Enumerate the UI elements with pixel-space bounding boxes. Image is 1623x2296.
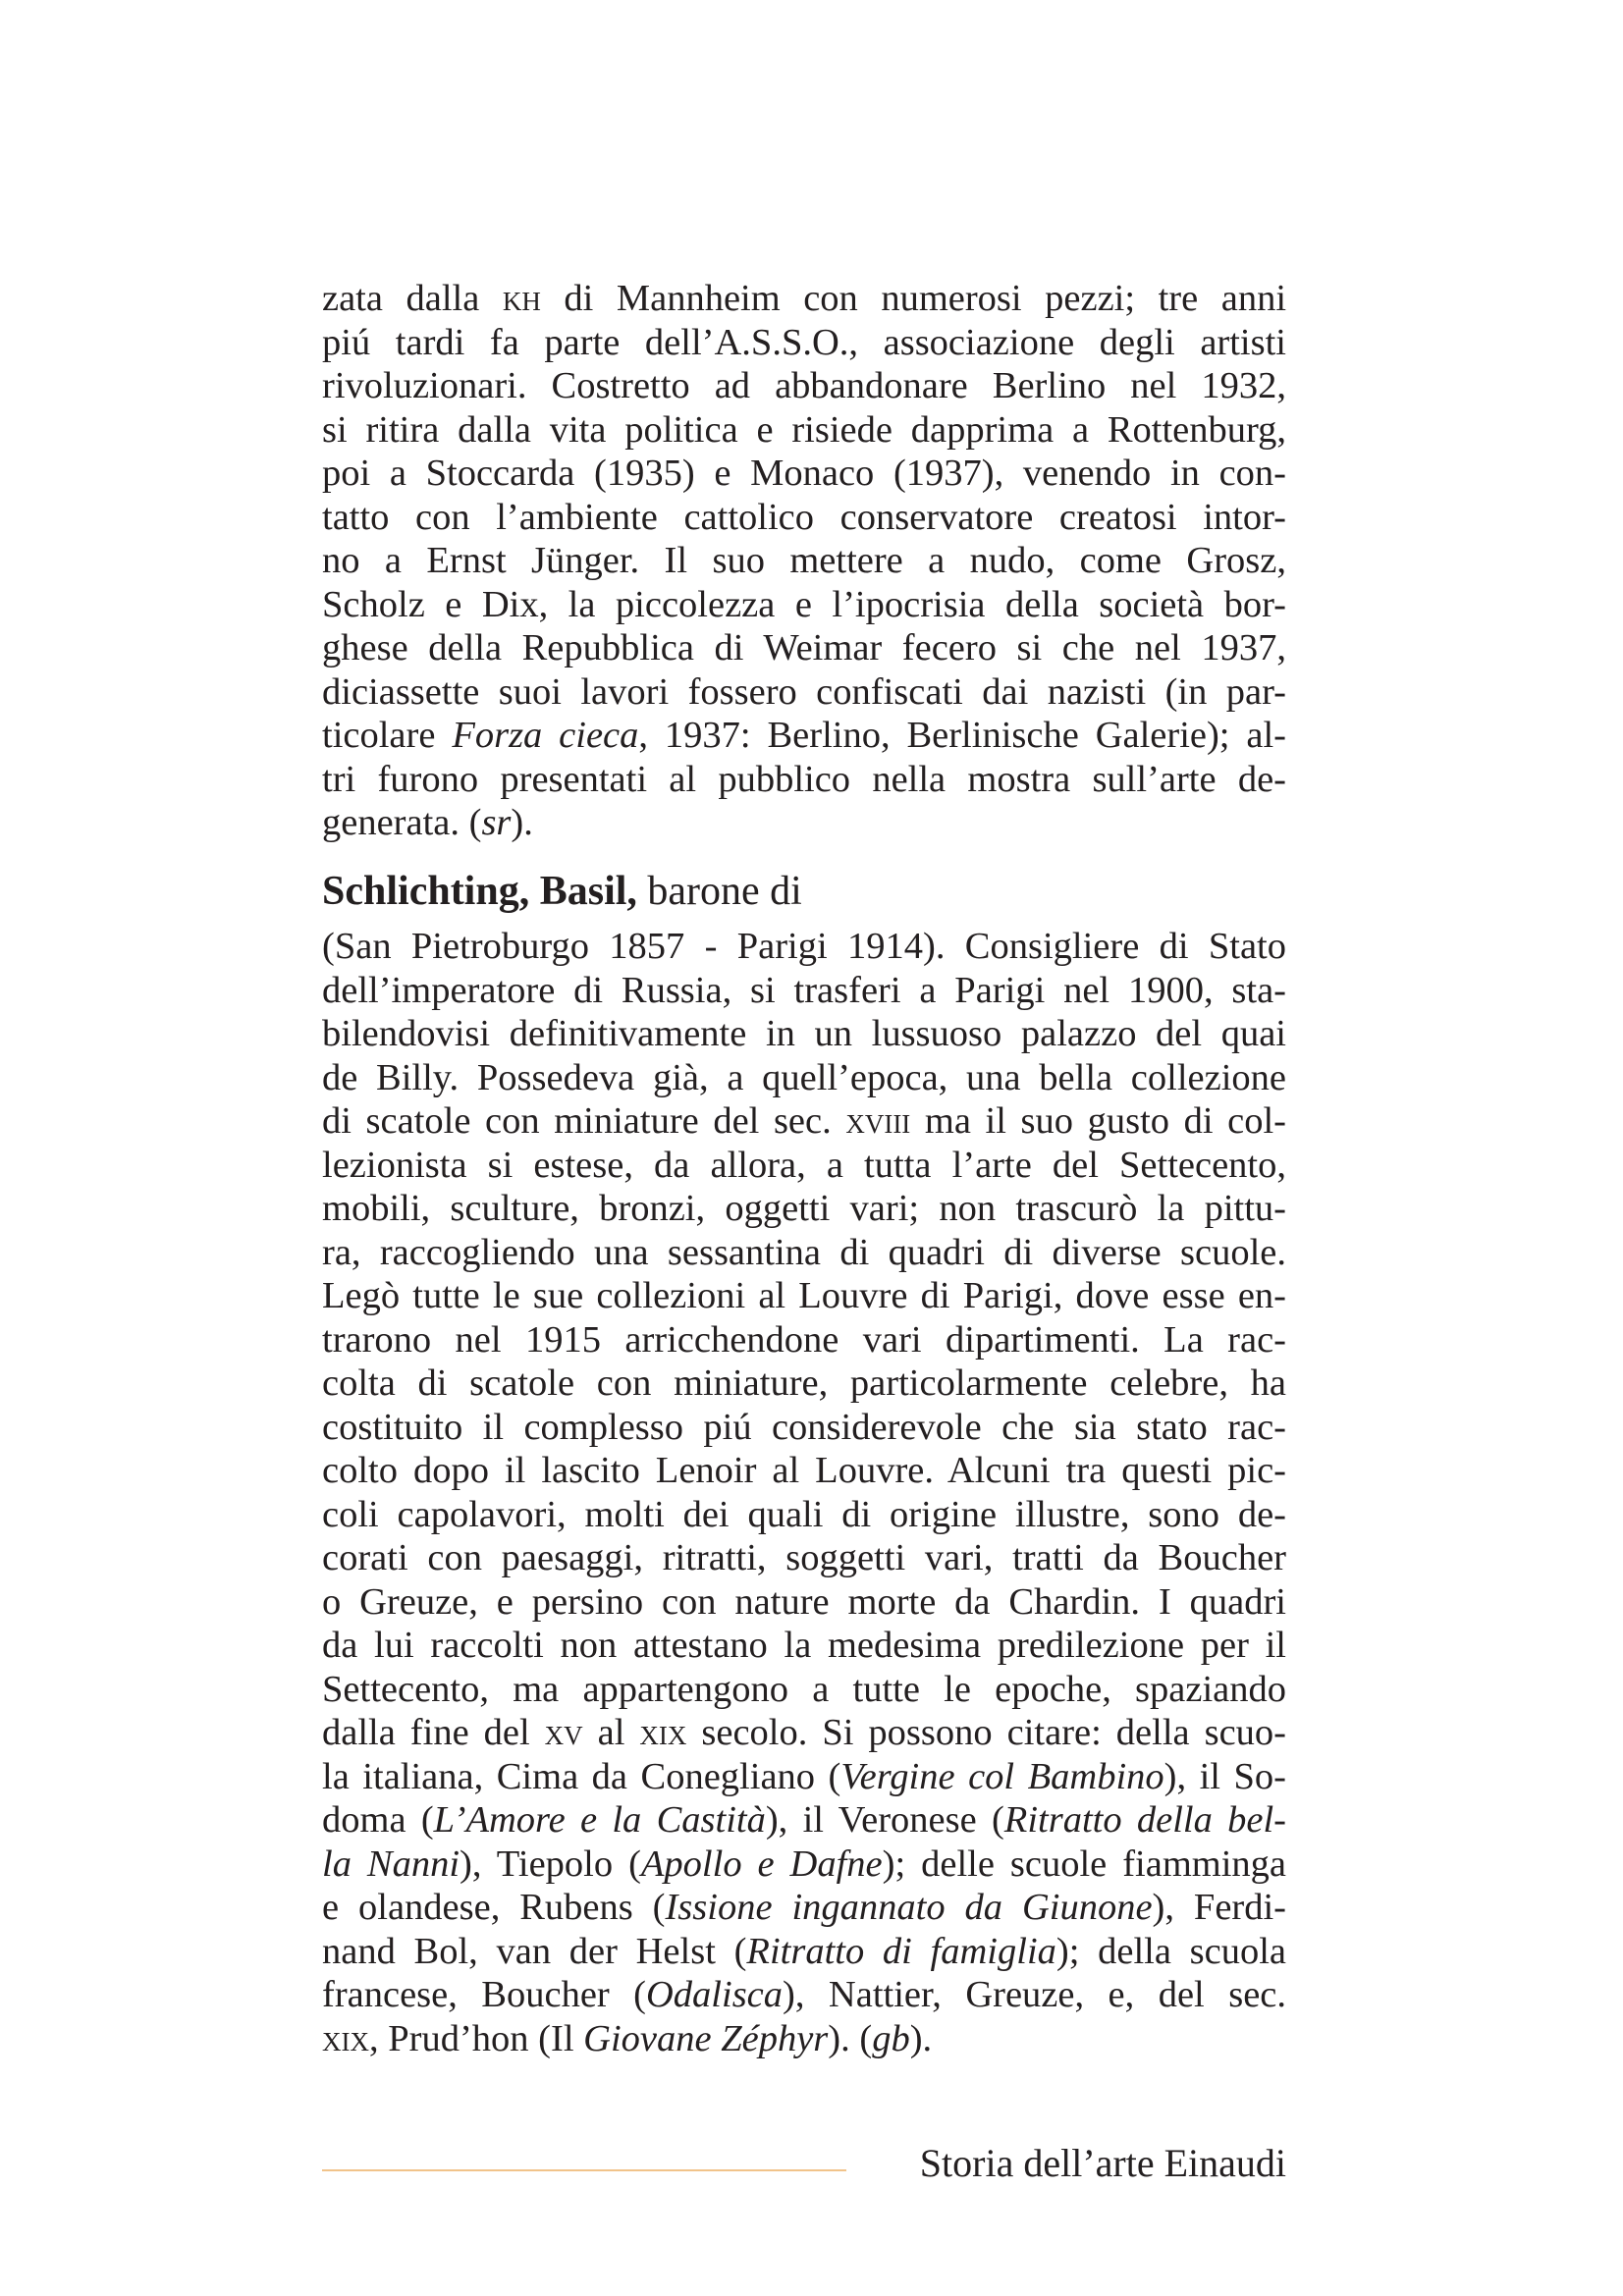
text-line: o Greuze, e persino con nature morte da Chardin. I quadri	[322, 1580, 1286, 1623]
text-line: doma (L’Amore e la Castità), il Veronese (Ritratto della bel-	[322, 1799, 1287, 1841]
italic-title: L’Amore e la Castità	[433, 1799, 766, 1841]
text-line: Settecento, ma appartengono a tutte le epoche, spaziando	[322, 1668, 1286, 1710]
text-line: Scholz e Dix, la piccolezza e l’ipocrisia della società bor-	[322, 583, 1286, 625]
small-caps-text: xviii	[845, 1100, 911, 1142]
text-line: bilendovisi definitivamente in un lussuoso palazzo del quai	[322, 1013, 1286, 1054]
small-caps-text: kh	[502, 278, 541, 319]
text-line: no a Ernst Jünger. Il suo mettere a nudo, come Grosz,	[322, 540, 1286, 581]
text-line: diciassette suoi lavori fossero confiscati dai nazisti (in par-	[322, 670, 1286, 713]
italic-title: la Nanni	[322, 1842, 460, 1885]
entry-heading	[322, 866, 1286, 917]
text-line: dell’imperatore di Russia, si trasferi a Parigi nel 1900, sta-	[322, 969, 1286, 1011]
footer-rule	[322, 2169, 846, 2171]
text-line: ra, raccogliendo una sessantina di quadri di diverse scuole.	[322, 1231, 1286, 1273]
text-line: tri furono presentati al pubblico nella mostra sull’arte de-	[322, 758, 1286, 800]
italic-title: Apollo e Dafne	[640, 1842, 883, 1885]
entry-name: Schlichting, Basil,	[322, 869, 637, 914]
text-line: lezionista si estese, da allora, a tutta l’arte del Settecento,	[322, 1144, 1286, 1186]
text-line: mobili, sculture, bronzi, oggetti vari; non trascurò la pittu-	[322, 1188, 1286, 1229]
text-line: xix, Prud’hon (Il Giovane Zéphyr). (gb).	[322, 2017, 933, 2059]
text-line: Legò tutte le sue collezioni al Louvre di Parigi, dove esse en-	[322, 1275, 1286, 1316]
text-line: si ritira dalla vita politica e risiede dapprima a Rottenburg,	[322, 408, 1286, 451]
text-line: ghese della Repubblica di Weimar fecero si che nel 1937,	[322, 627, 1286, 668]
text-line: zata dalla kh di Mannheim con numerosi pezzi; tre anni	[322, 278, 1287, 319]
italic-title: sr	[481, 802, 512, 843]
text-line: di scatole con miniature del sec. xviii ma il suo gusto di col-	[322, 1100, 1286, 1142]
text-line: la italiana, Cima da Conegliano (Vergine col Bambino), il So-	[322, 1755, 1286, 1797]
text-line: la Nanni), Tiepolo (Apollo e Dafne); delle scuole fiamminga	[322, 1842, 1286, 1885]
italic-title: gb	[872, 2017, 910, 2059]
text-line: generata. (sr).	[322, 802, 533, 843]
text-line: costituito il complesso piú considerevole che sia stato rac-	[322, 1406, 1286, 1448]
italic-title: Forza cieca	[452, 715, 639, 756]
small-caps-text: xix	[322, 2017, 369, 2059]
text-line: ticolare Forza cieca, 1937: Berlino, Berlinische Galerie); al-	[322, 715, 1286, 756]
text-line: francese, Boucher (Odalisca), Nattier, Greuze, e, del sec.	[322, 1974, 1286, 2015]
text-line: trarono nel 1915 arricchendone vari dipartimenti. La rac-	[322, 1318, 1286, 1361]
text-line: tatto con l’ambiente cattolico conservatore creatosi intor-	[322, 496, 1286, 538]
italic-title: Ritratto della bel-	[1003, 1799, 1287, 1841]
text-line: colta di scatole con miniature, particolarmente celebre, ha	[322, 1362, 1286, 1404]
text-line: colto dopo il lascito Lenoir al Louvre. Alcuni tra questi pic-	[322, 1450, 1286, 1491]
continuation-paragraph	[322, 277, 1286, 845]
text-line: rivoluzionari. Costretto ad abbandonare Berlino nel 1932,	[322, 365, 1286, 406]
text-line: (San Pietroburgo 1857 - Parigi 1914). Consigliere di Stato	[322, 926, 1286, 967]
text-line: corati con paesaggi, ritratti, soggetti vari, tratti da Boucher	[322, 1537, 1286, 1578]
italic-title: Ritratto di famiglia	[746, 1930, 1056, 1972]
text-line: nand Bol, van der Helst (Ritratto di famiglia); della scuola	[322, 1930, 1286, 1972]
text-line: poi a Stoccarda (1935) e Monaco (1937), venendo in con-	[322, 453, 1286, 494]
italic-title: Odalisca	[646, 1974, 784, 2015]
text-line: de Billy. Possedeva già, a quell’epoca, una bella collezione	[322, 1056, 1286, 1098]
text-line: e olandese, Rubens (Issione ingannato da Giunone), Ferdi-	[322, 1887, 1286, 1928]
entry-body-paragraph	[322, 925, 1286, 2060]
text-line: da lui raccolti non attestano la medesima predilezione per il	[322, 1625, 1286, 1666]
footer-publication-title: Storia dell’arte Einaudi	[919, 2141, 1286, 2185]
small-caps-text: xv	[544, 1712, 583, 1753]
italic-title: Vergine col Bambino	[840, 1755, 1164, 1797]
text-line: dalla fine del xv al xix secolo. Si possono citare: della scuo-	[322, 1712, 1286, 1753]
italic-title: Issione ingannato da Giunone	[665, 1887, 1153, 1928]
italic-title: Giovane Zéphyr	[583, 2017, 829, 2059]
entry-title: barone di	[636, 869, 802, 914]
text-line: piú tardi fa parte dell’A.S.S.O., associazione degli artisti	[322, 321, 1286, 363]
text-line: coli capolavori, molti dei quali di origine illustre, sono de-	[322, 1493, 1286, 1535]
small-caps-text: xix	[639, 1712, 687, 1753]
